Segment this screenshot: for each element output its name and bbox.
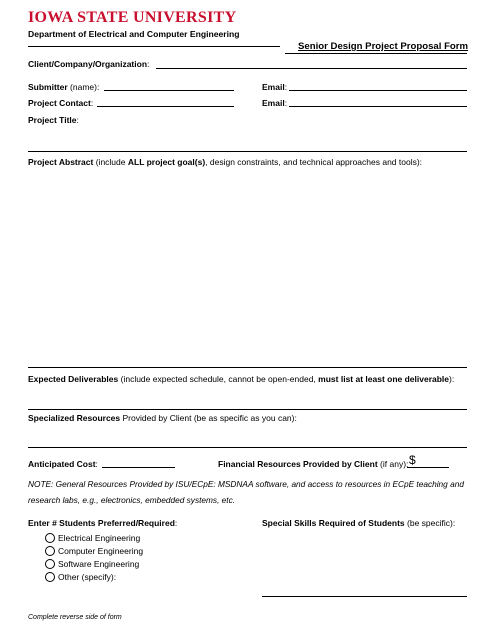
financial-input-line[interactable] bbox=[407, 467, 449, 468]
contact-input-line[interactable] bbox=[97, 106, 234, 107]
email-field-label: Email: bbox=[262, 82, 288, 92]
radio-software-engineering[interactable] bbox=[45, 559, 55, 569]
option-label: Electrical Engineering bbox=[58, 533, 141, 543]
abstract-input-line[interactable] bbox=[28, 367, 467, 368]
contact-field-label: Project Contact: bbox=[28, 98, 94, 108]
cost-field-label: Anticipated Cost: bbox=[28, 459, 98, 469]
title-input-line[interactable] bbox=[28, 151, 467, 152]
submitter-input-line[interactable] bbox=[104, 90, 234, 91]
submitter-field-label: Submitter (name): bbox=[28, 82, 100, 92]
skills-input-line[interactable] bbox=[262, 596, 467, 597]
resources-field-label: Specialized Resources Provided by Client (be as specific as you can): bbox=[28, 413, 297, 423]
university-logo: IOWA STATE UNIVERSITY bbox=[28, 9, 237, 26]
deliverables-input-line[interactable] bbox=[28, 409, 467, 410]
resources-input-line[interactable] bbox=[28, 447, 467, 448]
contact-email-input-line[interactable] bbox=[289, 106, 467, 107]
form-title: Senior Design Project Proposal Form bbox=[298, 41, 469, 52]
deliverables-field-label: Expected Deliverables (include expected schedule, cannot be open-ended, must list at least one deliverable): bbox=[28, 374, 455, 384]
cost-input-line[interactable] bbox=[102, 467, 175, 468]
radio-electrical-engineering[interactable] bbox=[45, 533, 55, 543]
client-input-line[interactable] bbox=[156, 68, 467, 69]
students-field-label: Enter # Students Preferred/Required: bbox=[28, 518, 178, 528]
skills-field-label: Special Skills Required of Students (be specific): bbox=[262, 518, 456, 528]
title-field-label: Project Title: bbox=[28, 115, 79, 125]
financial-field-label: Financial Resources Provided by Client (if any): bbox=[218, 459, 409, 469]
option-label: Other (specify): bbox=[58, 572, 117, 582]
department-name: Department of Electrical and Computer Engineering bbox=[28, 29, 240, 39]
dollar-sign: $ bbox=[409, 453, 416, 467]
radio-other[interactable] bbox=[45, 572, 55, 582]
contact-email-field-label: Email: bbox=[262, 98, 288, 108]
header-rule-right bbox=[285, 53, 467, 54]
abstract-field-label: Project Abstract (include ALL project goal(s), design constraints, and technical approaches and tools): bbox=[28, 157, 423, 167]
footer-note: Complete reverse side of form bbox=[28, 614, 122, 621]
radio-computer-engineering[interactable] bbox=[45, 546, 55, 556]
resources-note: NOTE: General Resources Provided by ISU/ECpE: MSDNAA software, and access to resources in ECpE teaching and research labs, e.g., electronics, embedded systems, etc. bbox=[28, 479, 464, 505]
header-rule bbox=[28, 46, 280, 47]
client-field-label: Client/Company/Organization: bbox=[28, 59, 150, 69]
option-label: Software Engineering bbox=[58, 559, 140, 569]
email-input-line[interactable] bbox=[289, 90, 467, 91]
option-label: Computer Engineering bbox=[58, 546, 144, 556]
